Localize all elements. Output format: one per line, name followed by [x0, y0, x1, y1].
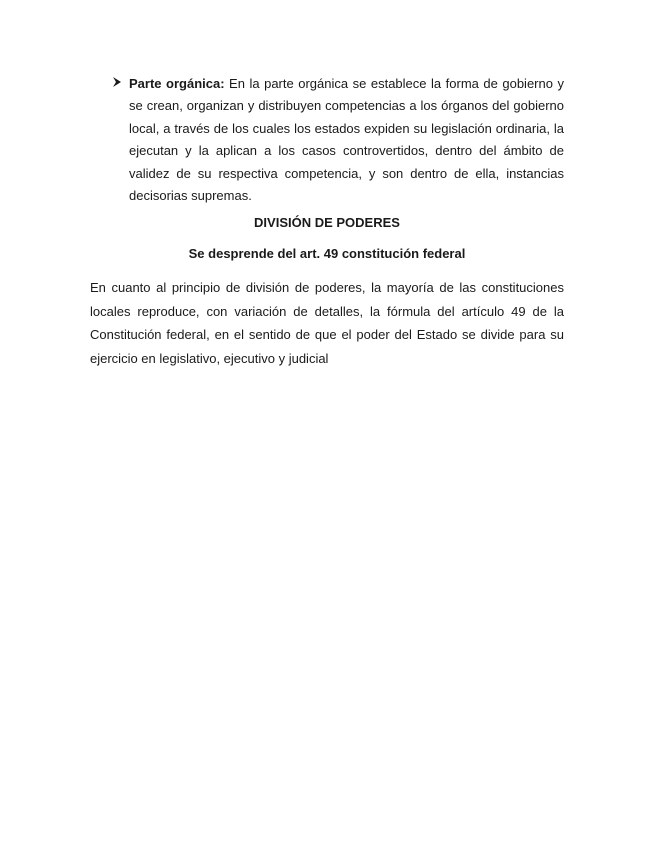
section-subtitle: Se desprende del art. 49 constitución federal — [188, 246, 466, 261]
section-title: DIVISIÓN DE PODERES — [254, 215, 400, 230]
bullet-text — [129, 73, 564, 207]
bullet-item-parte-organica — [112, 73, 564, 207]
bullet-body: En la parte orgánica se establece la forma de gobierno y se crean, organizan y distribuyen competencias a los órganos del gobierno local, a través de los cuales los estados expiden su legislación ordinaria, la ejecutan y la aplican a los casos controvertidos, dentro del ámbito de validez de su respectiva competencia, y son dentro de ella, instancias decisorias supremas. — [129, 76, 564, 204]
body-paragraph: En cuanto al principio de división de poderes, la mayoría de las constituciones locales reproduce, con variación de detalles, la fórmula del artículo 49 de la Constitución federal, en el sentido de que el poder del Estado se divide para su ejercicio en legislativo, ejecutivo y judicial — [90, 280, 564, 366]
bullet-label: Parte orgánica: — [129, 76, 225, 91]
arrow-bullet-icon — [112, 76, 122, 88]
